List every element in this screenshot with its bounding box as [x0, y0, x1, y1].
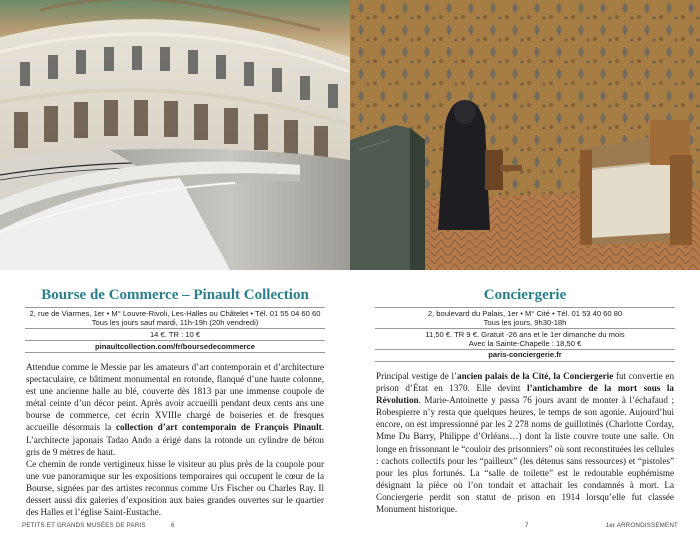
website-link[interactable]: paris-conciergerie.fr: [488, 350, 562, 359]
highlight-text: l’antichambre de la mort sous la Révolution: [376, 383, 674, 406]
prices: 14 €. TR : 10 €: [149, 330, 201, 339]
page-number: 7: [525, 522, 529, 529]
prison-cell-illustration: [350, 0, 700, 270]
opening-hours: Tous les jours, 9h30-18h: [483, 318, 567, 327]
address-line: 2, rue de Viarmes, 1er • M° Louvre-Rivoli, Les-Halles ou Châtelet • Tél. 01 55 04 60 60: [29, 309, 321, 318]
prices-line-1: 11,50 €. TR 9 €. Gratuit -26 ans et le 1er dimanche du mois: [425, 330, 625, 339]
running-title: PETITS ET GRANDS MUSÉES DE PARIS: [22, 522, 146, 529]
right-page: [350, 0, 700, 541]
address-line: 2, boulevard du Palais, 1er • M° Cité • Tél. 01 53 40 60 80: [427, 309, 623, 318]
running-title: 1er ARRONDISSEMENT: [605, 522, 678, 529]
highlight-text: ancien palais de la Cité, la Conciergerie: [457, 371, 614, 381]
bourse-de-commerce-photo: [0, 0, 350, 270]
prices-line-2: Avec la Sainte-Chapelle : 18,50 €: [468, 339, 582, 348]
info-divider: [375, 361, 675, 362]
info-divider: [375, 328, 675, 329]
text-run: Attendue comme le Messie par les amateurs d’art contemporain et d’architecture spectaculaire, ce bâtiment monumental en rotonde, flanqué d’une haute colonne, est une ancienne halle au blé, couverte dès 1813 par une immense coupole de métal ceinte d’un décor peint. Après avoir accueilli pendant deux cents ans une bourse de commerce, cet écrin XVIIIe chargé de boiseries et de fresques accueille désormais la: [26, 362, 324, 433]
title-divider: [375, 307, 675, 308]
highlight-text: collection d’art contemporain de François Pinault: [115, 422, 322, 433]
title-divider: [25, 307, 325, 308]
description-text: [376, 370, 674, 515]
rotunda-interior-illustration: [0, 0, 350, 270]
description-text: [26, 361, 324, 518]
info-divider: [25, 328, 325, 329]
paragraph: [26, 361, 324, 458]
info-divider: [25, 352, 325, 353]
museum-title: Bourse de Commerce – Pinault Collection: [41, 287, 309, 303]
museum-title: Conciergerie: [483, 287, 567, 303]
paragraph: [376, 370, 674, 515]
info-divider: [25, 340, 325, 341]
text-run: fut convertie en prison d’État en 1370. Elle devint: [376, 371, 675, 394]
website-link[interactable]: pinaultcollection.com/fr/boursedecommerce: [95, 342, 255, 351]
page-footer: [350, 520, 700, 532]
text-run: . L’architecte japonais Tadao Ando a érigé dans la rotonde un cylindre de béton gris de 9 mètres de haut.: [26, 422, 324, 457]
page-footer: [0, 520, 350, 532]
paragraph: Ce chemin de ronde vertigineux hisse le visiteur au plus près de la coupole pour une vue panoramique sur les expositions temporaires qui occupent le cœur de la Bourse, signées par des artistes reconnus comme Urs Fischer ou Charles Ray. Il dessert aussi dix galeries d’exposition aux baies grandes ouvertes sur le quartier des Halles et l’église Saint-Eustache.: [26, 458, 324, 518]
opening-hours: Tous les jours sauf mardi, 11h-19h (20h vendredi): [91, 318, 259, 327]
page-number: 6: [171, 522, 175, 529]
text-run: Principal vestige de l’: [376, 371, 458, 381]
text-run: . Marie-Antoinette y passa 76 jours avant de monter à l’échafaud ; Robespierre n’y resta que quelques heures, le temps de son agonie. Aujourd’hui encore, on est impressionné par les 2 278 noms de guillotinés (Charlotte Corday, Mme Du Barry, Philippe d’Orléans…) dont la liste couvre toute une salle. On longe en frissonnant le “couloir des prisonniers” où sont reconstituées les cellules : cachots collectifs pour les “pailleux” (les détenus sans ressources) et “pistoles” pour les plus fortunés. La “salle de toilette” est le redoutable euphémisme désignant la pièce où l’on tondait et attachait les condamnés à mort. La Conciergerie perdit son statut de prison en 1914 lorsqu’elle fut classée Monument historique.: [376, 395, 674, 515]
conciergerie-photo: [350, 0, 700, 270]
